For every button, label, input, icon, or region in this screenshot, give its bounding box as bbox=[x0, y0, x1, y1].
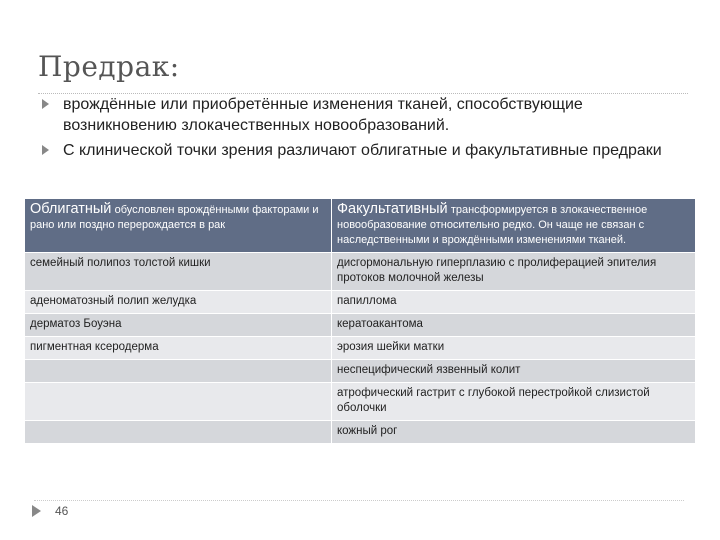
bullet-text: врождённые или приобретённые изменения тканей, способствующие возникновению злокачественных новообразований. bbox=[63, 96, 583, 134]
bullet-item bbox=[42, 140, 682, 161]
table-header-row bbox=[25, 199, 696, 253]
bullet-list bbox=[42, 94, 682, 165]
header-facultative-desc: трансформируется в злокачественное новообразование относительно редко. Он чаще не связан с наследственными и врождёнными изменениями тканей. bbox=[337, 204, 648, 246]
bullet-text: С клинической точки зрения различают облигатные и факультативные предраки bbox=[63, 142, 662, 159]
header-obligate bbox=[25, 199, 332, 253]
slide-title: Предрак: bbox=[38, 50, 180, 83]
triangle-bullet-icon bbox=[42, 145, 49, 155]
table-row bbox=[25, 314, 696, 337]
table-row bbox=[25, 253, 696, 291]
table-row bbox=[25, 383, 696, 421]
table-row bbox=[25, 421, 696, 444]
page-number: 46 bbox=[55, 504, 69, 518]
page-number-block bbox=[32, 504, 68, 518]
obligate-cell: пигментная ксеродерма bbox=[25, 337, 332, 360]
footer-divider bbox=[34, 500, 684, 501]
bullet-item bbox=[42, 94, 682, 136]
header-obligate-term: Облигатный bbox=[30, 201, 112, 217]
obligate-cell: дерматоз Боуэна bbox=[25, 314, 332, 337]
triangle-marker-icon bbox=[32, 505, 41, 517]
table-row bbox=[25, 337, 696, 360]
table-row bbox=[25, 360, 696, 383]
header-facultative bbox=[332, 199, 696, 253]
facultative-cell: кератоакантома bbox=[332, 314, 696, 337]
triangle-bullet-icon bbox=[42, 99, 49, 109]
obligate-cell bbox=[25, 383, 332, 421]
obligate-cell bbox=[25, 421, 332, 444]
obligate-cell: семейный полипоз толстой кишки bbox=[25, 253, 332, 291]
header-facultative-term: Факультативный bbox=[337, 201, 448, 217]
facultative-cell: неспецифический язвенный колит bbox=[332, 360, 696, 383]
facultative-cell: кожный рог bbox=[332, 421, 696, 444]
slide-title-block bbox=[38, 50, 688, 94]
obligate-cell: аденоматозный полип желудка bbox=[25, 291, 332, 314]
precancer-table bbox=[24, 198, 696, 444]
facultative-cell: дисгормональную гиперплазию с пролиферацией эпителия протоков молочной железы bbox=[332, 253, 696, 291]
facultative-cell: папиллома bbox=[332, 291, 696, 314]
header-obligate-desc: обусловлен врождёнными факторами и рано или поздно перерождается в рак bbox=[30, 204, 319, 231]
facultative-cell: эрозия шейки матки bbox=[332, 337, 696, 360]
obligate-cell bbox=[25, 360, 332, 383]
facultative-cell: атрофический гастрит с глубокой перестройкой слизистой оболочки bbox=[332, 383, 696, 421]
table-row bbox=[25, 291, 696, 314]
